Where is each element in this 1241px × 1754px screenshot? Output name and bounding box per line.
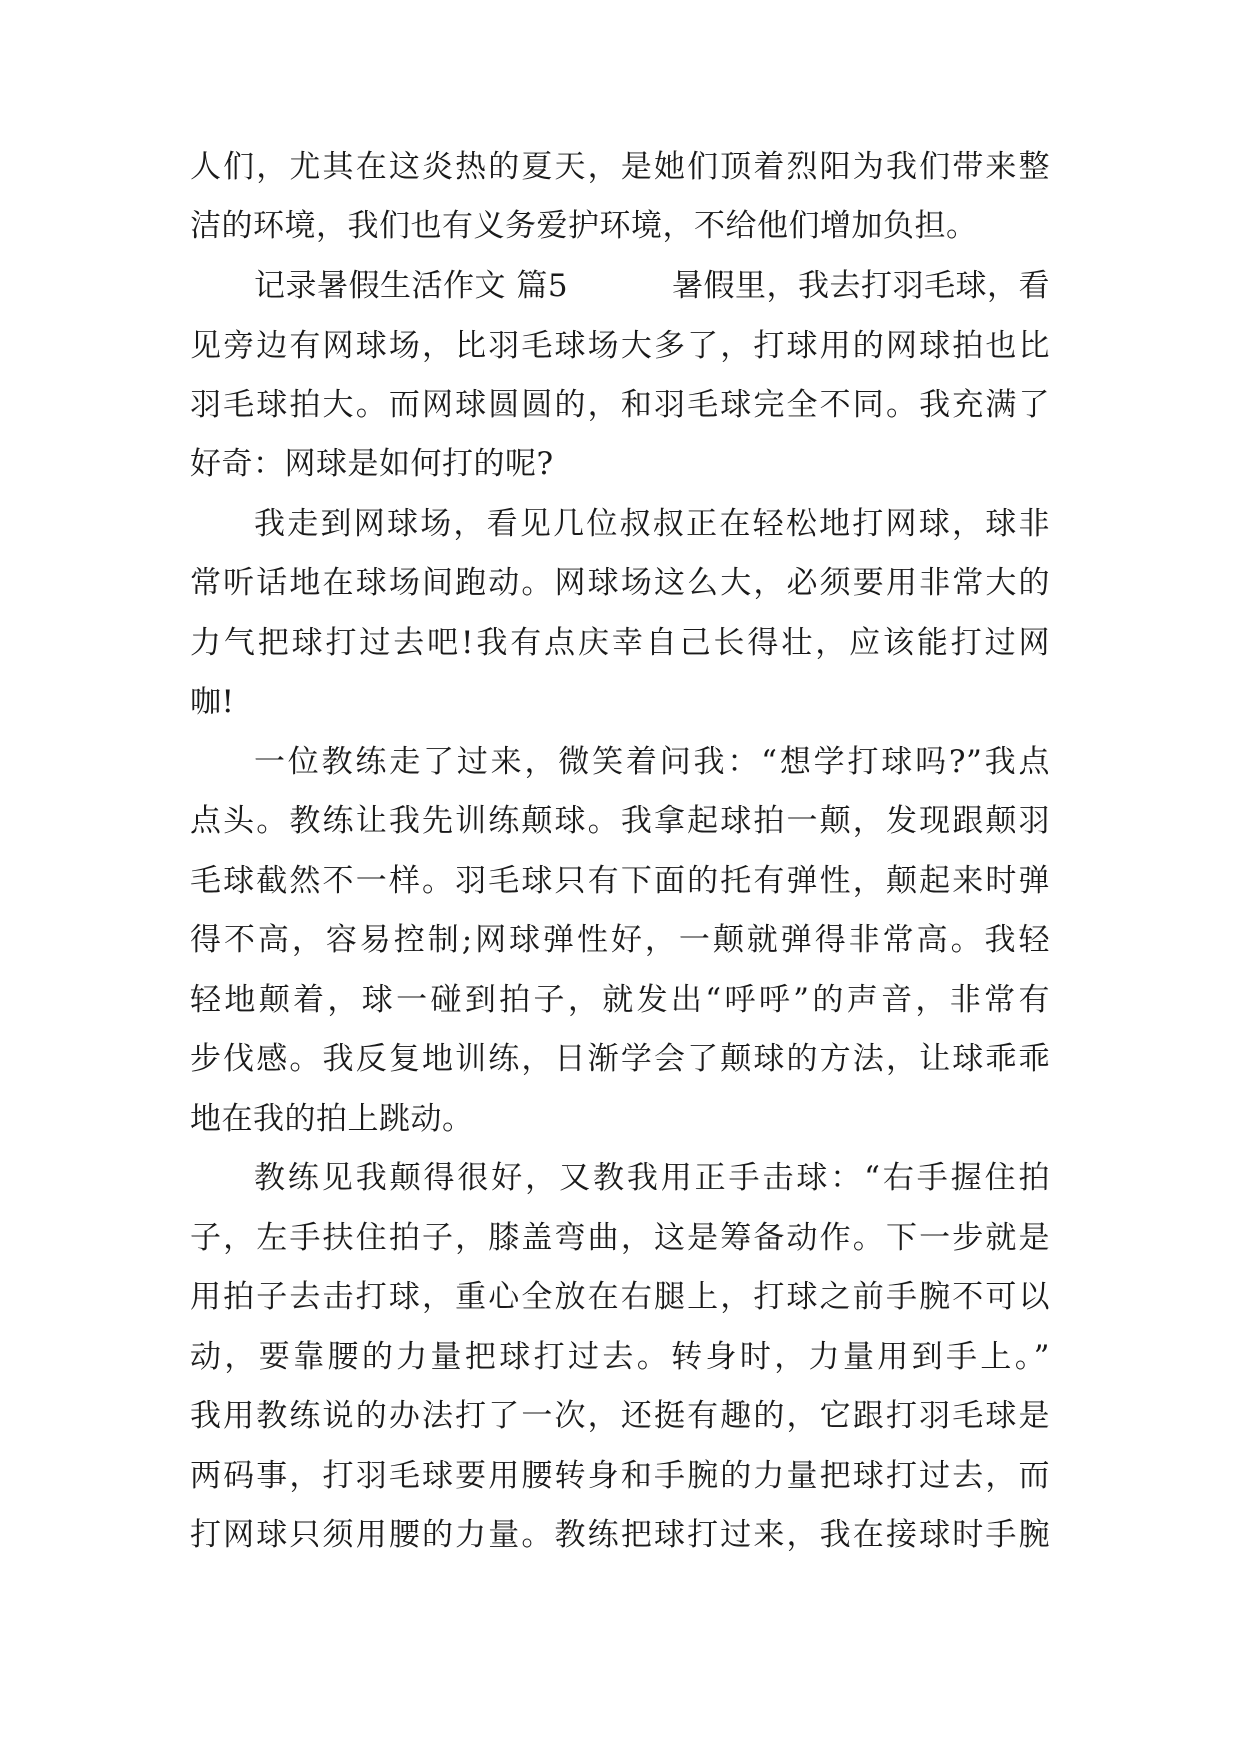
section-line-2: 见旁边有网球场，比羽毛球场大多了，打球用的网球拍也比 [190, 328, 1050, 364]
section-line-3: 羽毛球拍大。而网球圆圆的，和羽毛球完全不同。我充满了 [190, 387, 1050, 423]
p2-line-3: 力气把球打过去吧!我有点庆幸自己长得壮，应该能打过网 [190, 625, 1050, 661]
p4-line-4: 动，要靠腰的力量把球打过去。转身时，力量用到手上。” [190, 1339, 1050, 1375]
p4-line-2: 子，左手扶住拍子，膝盖弯曲，这是筹备动作。下一步就是 [190, 1220, 1050, 1256]
p3-line-2: 点头。教练让我先训练颠球。我拿起球拍一颠，发现跟颠羽 [190, 803, 1050, 839]
p3-line-6: 步伐感。我反复地训练，日渐学会了颠球的方法，让球乖乖 [190, 1041, 1050, 1077]
p3-line-4: 得不高，容易控制;网球弹性好，一颠就弹得非常高。我轻 [190, 922, 1050, 958]
section-first-body-text: 暑假里，我去打羽毛球，看 [672, 268, 1050, 304]
intro-line-2: 洁的环境，我们也有义务爱护环境，不给他们增加负担。 [190, 208, 978, 244]
p2-line-4: 咖! [190, 684, 235, 720]
intro-line-1: 人们，尤其在这炎热的夏天，是她们顶着烈阳为我们带来整 [190, 149, 1050, 185]
p3-line-3: 毛球截然不一样。羽毛球只有下面的托有弹性，颠起来时弹 [190, 863, 1050, 899]
p4-line-7: 打网球只须用腰的力量。教练把球打过来，我在接球时手腕 [190, 1517, 1050, 1553]
p3-line-1: 一位教练走了过来，微笑着问我：“想学打球吗?”我点 [254, 744, 1050, 780]
section-line-4: 好奇：网球是如何打的呢? [190, 446, 554, 482]
section-heading-line [254, 256, 1050, 316]
p4-line-3: 用拍子去击打球，重心全放在右腿上，打球之前手腕不可以 [190, 1279, 1050, 1315]
p4-line-6: 两码事，打羽毛球要用腰转身和手腕的力量把球打过去，而 [190, 1458, 1050, 1494]
section-heading: 记录暑假生活作文 篇5 [254, 268, 569, 304]
p2-line-1: 我走到网球场，看见几位叔叔正在轻松地打网球，球非 [254, 506, 1050, 542]
p3-line-5: 轻地颠着，球一碰到拍子，就发出“呼呼”的声音，非常有 [190, 982, 1050, 1018]
p3-line-7: 地在我的拍上跳动。 [190, 1101, 474, 1137]
p4-line-5: 我用教练说的办法打了一次，还挺有趣的，它跟打羽毛球是 [190, 1398, 1050, 1434]
p2-line-2: 常听话地在球场间跑动。网球场这么大，必须要用非常大的 [190, 565, 1050, 601]
p4-line-1: 教练见我颠得很好，又教我用正手击球：“右手握住拍 [254, 1160, 1050, 1196]
